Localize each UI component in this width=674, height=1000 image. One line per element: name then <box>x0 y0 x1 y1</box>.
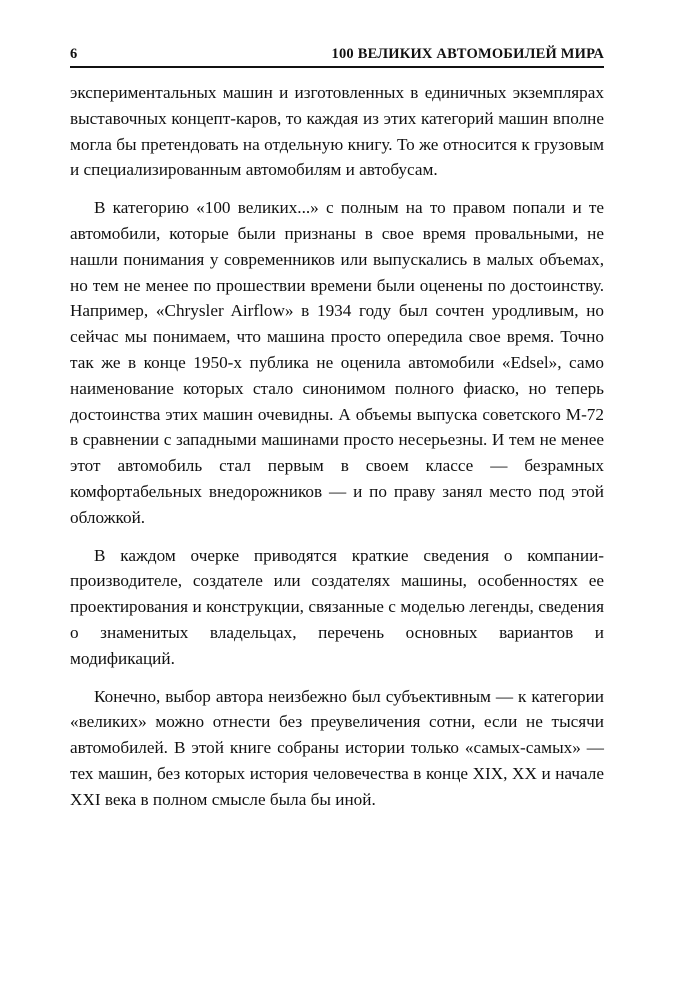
page-number: 6 <box>70 46 78 62</box>
running-header <box>70 44 604 68</box>
paragraph: В категорию «100 великих...» с полным на то правом попали и те автомобили, которые были признаны в свое время провальными, не нашли понимания у современников или выпускались в малых объемах, но тем не менее по прошествии времени были оценены по достоинству. Например, «Chrysler Airflow» в 1934 году был сочтен уродливым, но сейчас мы понимаем, что машина просто опередила свое время. Точно так же в конце 1950-х публика не оценила автомобили «Edsel», само наименование которых стало синонимом полного фиаско, но теперь достоинства этих машин очевидны. А объемы выпуска советского М-72 в сравнении с западными машинами просто несерьезны. И тем не менее этот автомобиль стал первым в своем классе — безрамных комфортабельных внедорожников — и по праву занял место под этой обложкой. <box>70 198 604 527</box>
book-title: 100 ВЕЛИКИХ АВТОМОБИЛЕЙ МИРА <box>331 46 604 62</box>
paragraph-continued: экспериментальных машин и изготовленных в единичных экземплярах выставочных концепт-каров, то каждая из этих категорий машин вполне могла бы претендовать на отдельную книгу. То же относится к грузовым и специализированным автомобилям и автобусам. <box>70 83 604 180</box>
paragraph: В каждом очерке приводятся краткие сведения о компании-производителе, создателе или создателях машины, особенностях ее проектирования и конструкции, связанные с моделью легенды, сведения о знаменитых владельцах, перечень основных вариантов и модификаций. <box>70 545 604 668</box>
page-body <box>70 80 604 813</box>
paragraph: Конечно, выбор автора неизбежно был субъективным — к категории «великих» можно отнести без преувеличения сотни, если не тысячи автомобилей. В этой книге собраны истории только «самых-самых» — тех машин, без которых история человечества в конце XIX, XX и начале XXI века в полном смысле была бы иной. <box>70 686 604 809</box>
